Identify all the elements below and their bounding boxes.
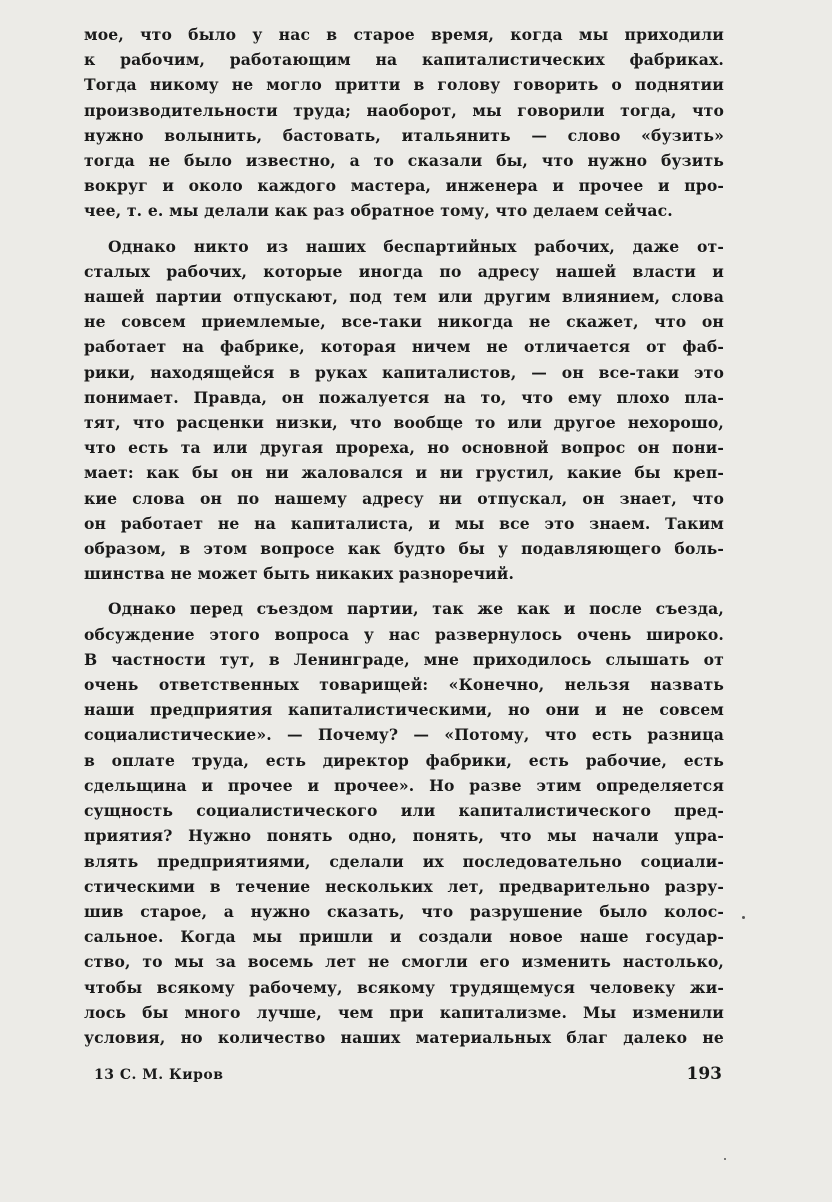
text-line: шинства не может быть никаких разноречий. [84, 564, 515, 584]
text-body [84, 22, 724, 1050]
text-line: нужно волынить, бастовать, итальянить — слово «бузить» [84, 125, 724, 145]
text-line: приятия? Нужно понять одно, понять, что мы начали упра- [84, 826, 724, 846]
text-line: чее, т. е. мы делали как раз обратное тому, что делаем сейчас. [84, 201, 673, 221]
text-line: кие слова он по нашему адресу ни отпускал, он знает, что [84, 488, 724, 508]
text-line: производительности труда; наоборот, мы говорили тогда, что [84, 100, 724, 120]
text-line: образом, в этом вопросе как будто бы у подавляющего боль- [84, 539, 724, 559]
paper-speck [742, 916, 745, 919]
paragraph [84, 234, 724, 587]
text-line: рики, находящейся в руках капиталистов, — он все-таки это [84, 362, 724, 382]
text-line: что есть та или другая прореха, но основной вопрос он пони- [84, 438, 724, 458]
text-line: ство, то мы за восемь лет не смогли его изменить настолько, [84, 952, 724, 972]
text-line: социалистические». — Почему? — «Потому, что есть разница [84, 725, 724, 745]
text-line: стическими в течение нескольких лет, предварительно разру- [84, 876, 724, 896]
text-line: сущность социалистического или капиталистического пред- [84, 801, 724, 821]
text-line: нашей партии отпускают, под тем или другим влиянием, слова [84, 287, 724, 307]
text-line: сдельщина и прочее и прочее». Но разве этим определяется [84, 775, 724, 795]
text-line: сальное. Когда мы пришли и создали новое наше государ- [84, 927, 724, 947]
paragraph [84, 22, 724, 224]
text-line: мает: как бы он ни жаловался и ни грустил, какие бы креп- [84, 463, 724, 483]
text-line: Тогда никому не могло притти в голову говорить о поднятии [84, 75, 724, 95]
paper-speck [724, 1158, 726, 1160]
text-line: тят, что расценки низки, что вообще то или другое нехорошо, [84, 413, 724, 433]
page-footer [94, 1064, 722, 1084]
text-line: тогда не было известно, а то сказали бы, что нужно бузить [84, 151, 724, 171]
text-line: к рабочим, работающим на капиталистических фабриках. [84, 50, 724, 70]
text-line: в оплате труда, есть директор фабрики, есть рабочие, есть [84, 750, 724, 770]
page-number: 193 [686, 1064, 722, 1084]
text-line: чтобы всякому рабочему, всякому трудящемуся человеку жи- [84, 977, 724, 997]
text-line: очень ответственных товарищей: «Конечно, нельзя назвать [84, 675, 724, 695]
text-line: наши предприятия капиталистическими, но они и не совсем [84, 700, 724, 720]
text-line: шив старое, а нужно сказать, что разрушение было колос- [84, 901, 724, 921]
text-line: условия, но количество наших материальных благ далеко не [84, 1027, 724, 1047]
text-line: В частности тут, в Ленинграде, мне приходилось слышать от [84, 649, 724, 669]
text-line: сталых рабочих, которые иногда по адресу нашей власти и [84, 261, 724, 281]
text-line: вокруг и около каждого мастера, инженера и прочее и про- [84, 176, 724, 196]
text-line: Однако перед съездом партии, так же как и после съезда, [108, 599, 724, 619]
text-line: он работает не на капиталиста, и мы все это знаем. Таким [84, 513, 724, 533]
text-line: работает на фабрике, которая ничем не отличается от фаб- [84, 337, 724, 357]
text-line: мое, что было у нас в старое время, когда мы приходили [84, 25, 724, 44]
paragraph [84, 596, 724, 1050]
text-line: Однако никто из наших беспартийных рабочих, даже от- [108, 236, 724, 256]
paragraph-gap [84, 224, 724, 234]
paragraph-gap [84, 586, 724, 596]
text-line: лось бы много лучше, чем при капитализме. Мы изменили [84, 1002, 724, 1022]
text-line: не совсем приемлемые, все-таки никогда не скажет, что он [84, 312, 724, 332]
footer-signature: 13 С. М. Киров [94, 1067, 224, 1083]
text-line: обсуждение этого вопроса у нас развернулось очень широко. [84, 624, 724, 644]
text-line: понимает. Правда, он пожалуется на то, что ему плохо пла- [84, 387, 724, 407]
text-line: влять предприятиями, сделали их последовательно социали- [84, 851, 724, 871]
